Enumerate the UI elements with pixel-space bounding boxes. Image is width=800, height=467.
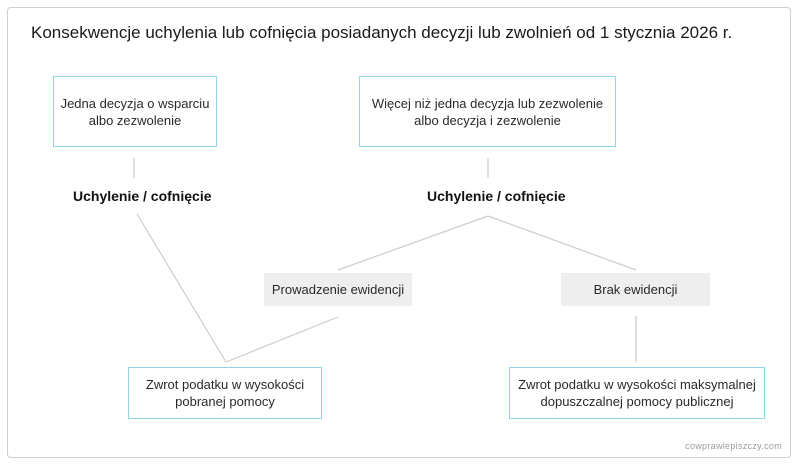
single-decision-box [53,76,217,147]
multiple-decisions-box [359,76,616,147]
refund-max-line-1: Zwrot podatku w wysokości maksymalnej [518,377,756,392]
right-revocation-label: Uchylenie / cofnięcie [427,188,566,204]
single-decision-line-2: albo zezwolenie [88,112,182,128]
single-decision-line-1: Jedna decyzja o wsparciu [60,95,210,111]
no-evidence-box: Brak ewidencji [561,273,710,306]
connector-left-label-to-result [137,214,226,362]
evidence-kept-box: Prowadzenie ewidencji [264,273,412,306]
refund-max-aid-box [509,367,765,419]
connector-right-label-to-noevidence [488,216,636,270]
refund-received-line-1: Zwrot podatku w wysokości [145,377,305,392]
diagram-title: Konsekwencje uchylenia lub cofnięcia posiadanych decyzji lub zwolnień od 1 stycznia 2026 r. [31,23,733,42]
connector-right-label-to-evidence [338,216,488,270]
left-revocation-label: Uchylenie / cofnięcie [73,188,212,204]
connector-evidence-to-result [226,317,338,362]
source-credit: cowprawlepiszczy.com [685,441,782,451]
multiple-decisions-line-2: albo decyzja i zezwolenie [414,112,561,128]
refund-received-line-2: pobranej pomocy [175,394,275,409]
refund-received-aid-box [128,367,322,419]
refund-max-line-2: dopuszczalnej pomocy publicznej [540,394,734,409]
multiple-decisions-line-1: Więcej niż jedna decyzja lub zezwolenie [371,95,604,111]
